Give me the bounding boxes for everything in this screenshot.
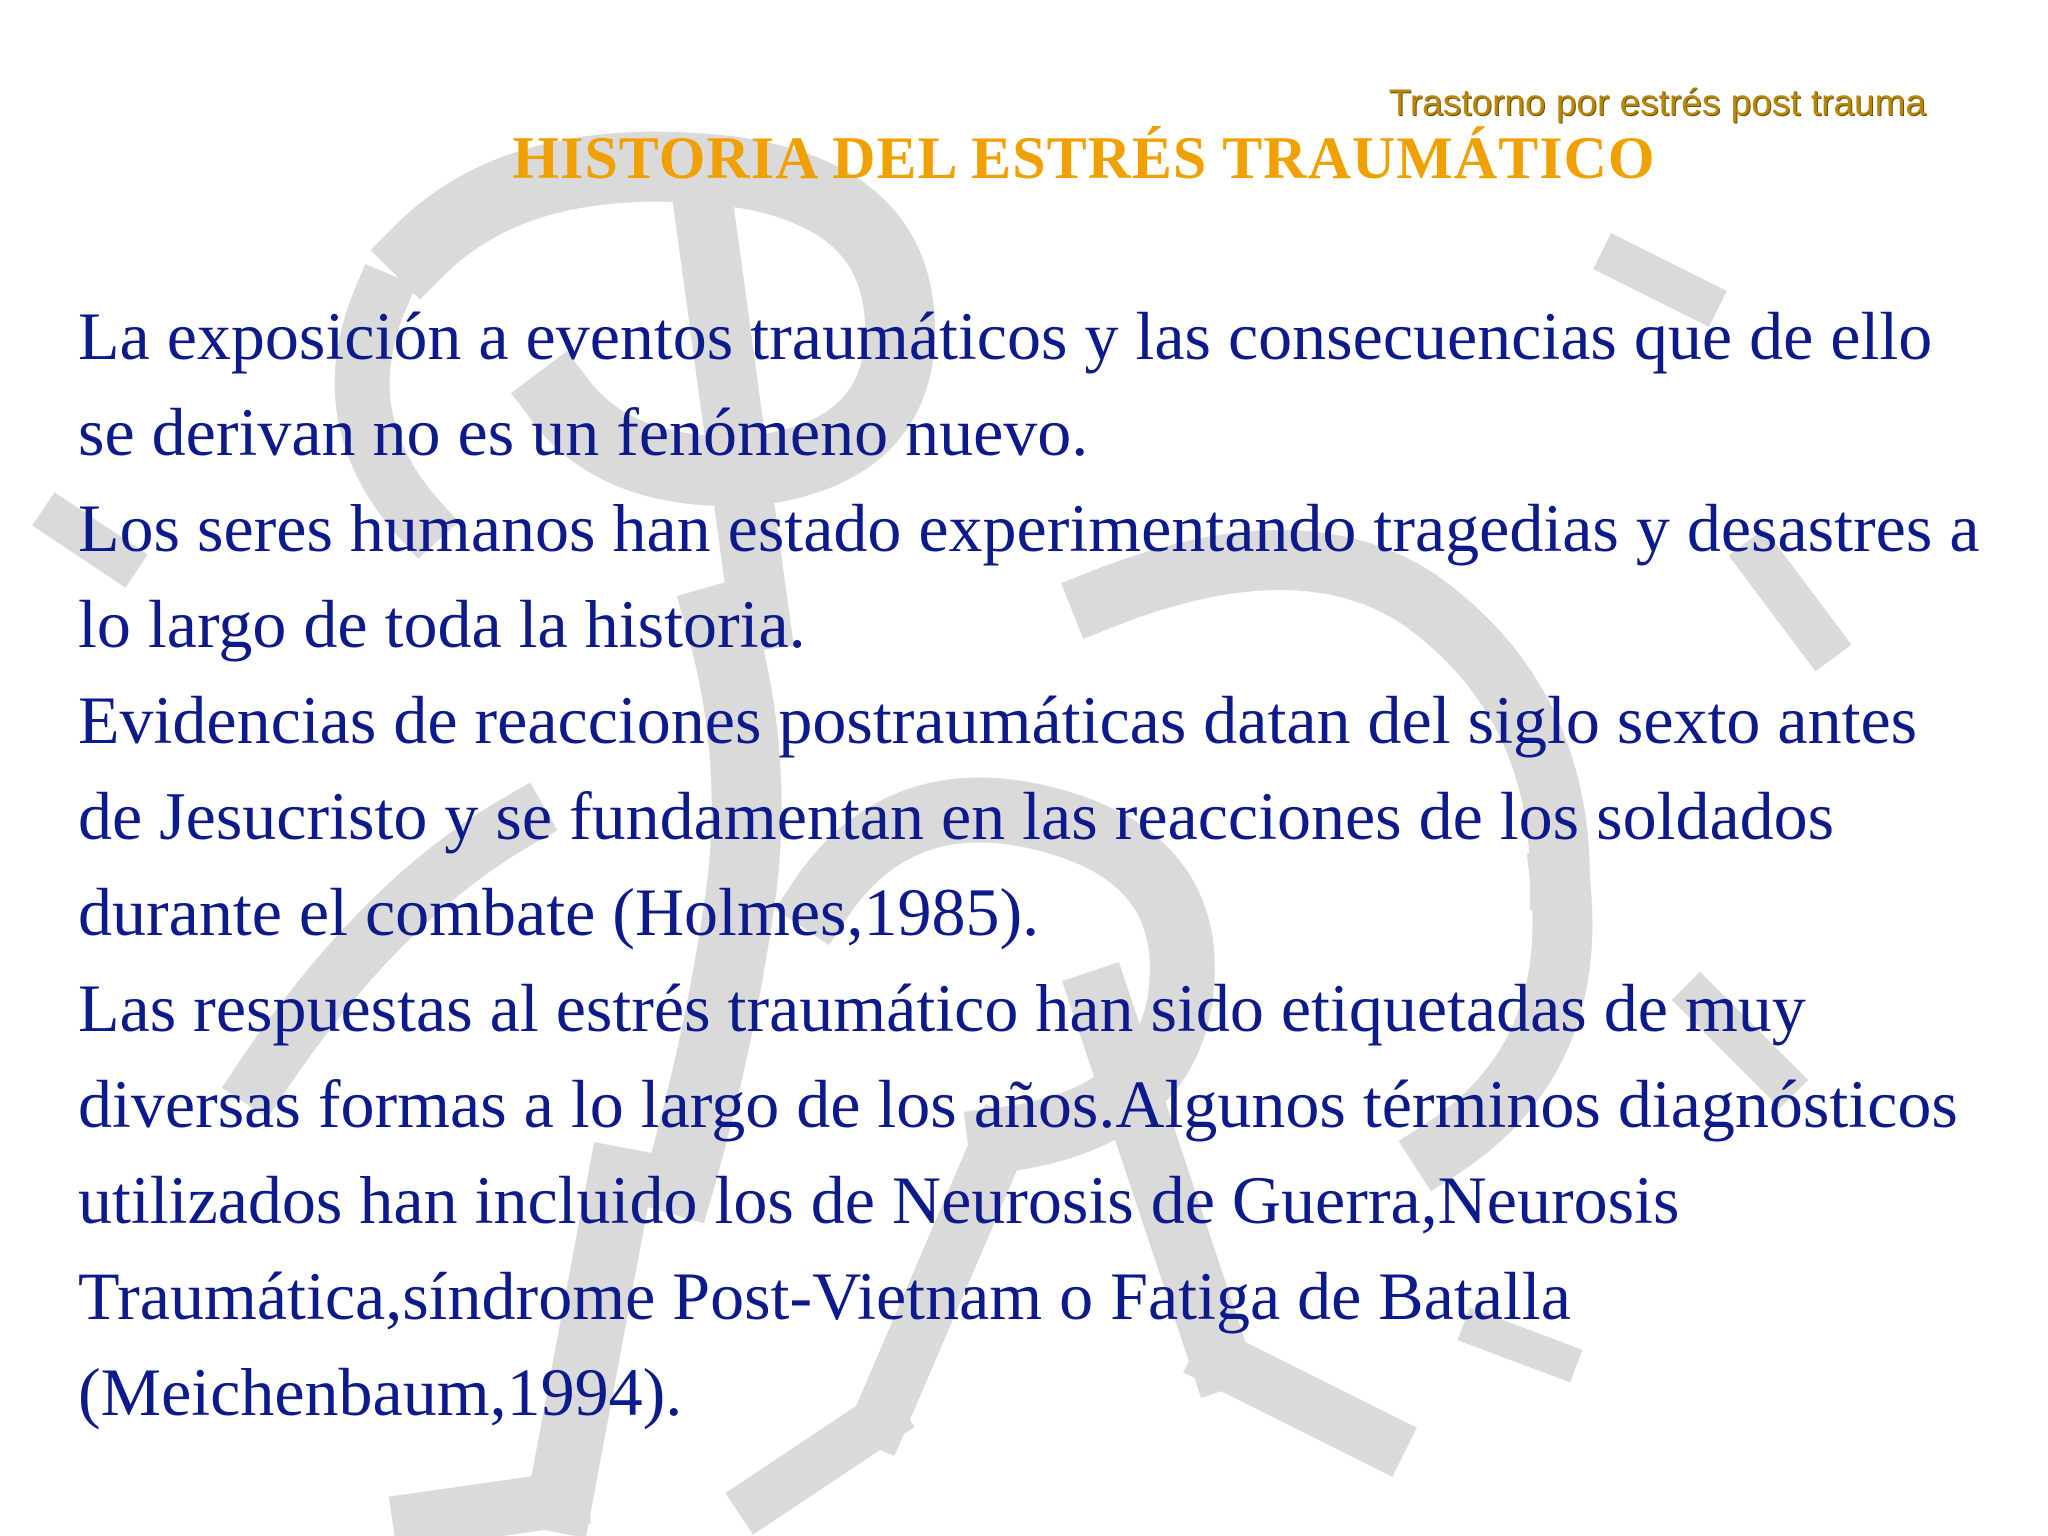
paragraph: La exposición a eventos traumáticos y las consecuencias que de ello se derivan no es un fenómeno nuevo. — [78, 298, 1933, 470]
paragraph: Los seres humanos han estado experimentando tragedias y desastres a lo largo de toda la historia. — [78, 490, 1980, 662]
paragraph: Las respuestas al estrés traumático han sido etiquetadas de muy diversas formas a lo largo de los años.Algunos términos diagnósticos utilizados han incluido los de Neurosis de Guerra,Neurosis Traumática,síndrome Post-Vietnam o Fatiga de Batalla (Meichenbaum,1994). — [78, 970, 1958, 1430]
paragraph: Evidencias de reacciones postraumáticas datan del siglo sexto antes de Jesucristo y se fundamentan en las reacciones de los soldados durante el combate (Holmes,1985). — [78, 682, 1918, 950]
slide-title: HISTORIA DEL ESTRÉS TRAUMÁTICO — [512, 125, 1656, 191]
header-tag: Trastorno por estrés post trauma — [1388, 82, 1926, 123]
body-text — [78, 288, 1998, 1440]
